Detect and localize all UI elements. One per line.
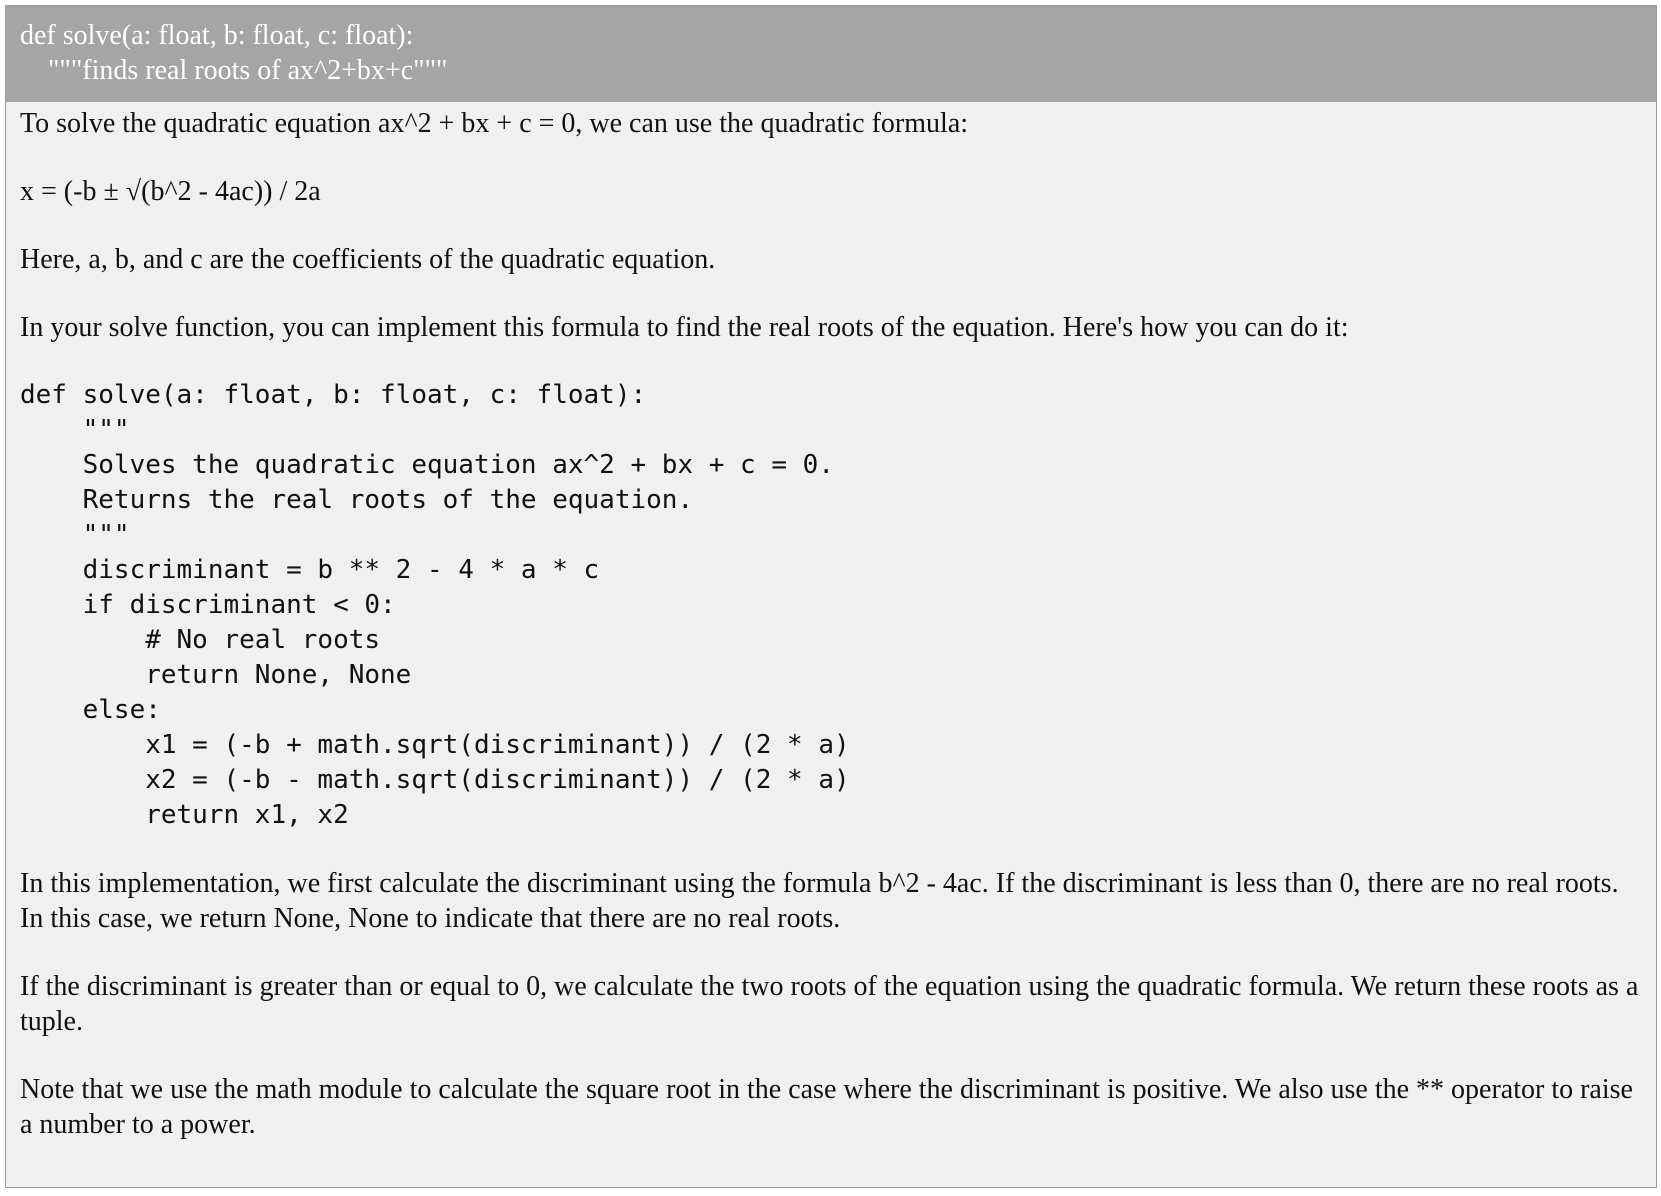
code-line: return x1, x2 — [20, 800, 349, 830]
code-line: x2 = (-b - math.sqrt(discriminant)) / (2 * a) — [20, 765, 850, 795]
prompt-line-signature: def solve(a: float, b: float, c: float): — [20, 20, 414, 51]
code-line: discriminant = b ** 2 - 4 * a * c — [20, 555, 600, 585]
explanation-paragraph-2: If the discriminant is greater than or equal to 0, we calculate the two roots of the equation using the quadratic formula. We return these roots as a tuple. — [20, 971, 1639, 1037]
prompt-line-docstring: """finds real roots of ax^2+bx+c""" — [20, 55, 448, 86]
coefficients-paragraph: Here, a, b, and c are the coefficients of the quadratic equation. — [20, 244, 716, 275]
code-line: Solves the quadratic equation ax^2 + bx + c = 0. — [20, 450, 834, 480]
code-line: else: — [20, 695, 161, 725]
code-block — [20, 378, 1642, 833]
code-line: Returns the real roots of the equation. — [20, 485, 694, 515]
code-line: # No real roots — [20, 625, 381, 655]
implement-paragraph: In your solve function, you can implement this formula to find the real roots of the equation. Here's how you can do it: — [20, 312, 1349, 343]
response-body — [6, 102, 1656, 1142]
intro-paragraph: To solve the quadratic equation ax^2 + bx + c = 0, we can use the quadratic formula: — [20, 108, 969, 139]
code-line: return None, None — [20, 660, 412, 690]
formula-line: x = (-b ± √(b^2 - 4ac)) / 2a — [20, 176, 321, 207]
code-line: if discriminant < 0: — [20, 590, 396, 620]
response-panel — [5, 5, 1657, 1188]
code-line: x1 = (-b + math.sqrt(discriminant)) / (2 * a) — [20, 730, 850, 760]
code-line: def solve(a: float, b: float, c: float): — [20, 380, 647, 410]
note-paragraph: Note that we use the math module to calculate the square root in the case where the discriminant is positive. We also use the ** operator to raise a number to a power. — [20, 1074, 1633, 1140]
code-line: """ — [20, 520, 130, 550]
explanation-paragraph-1: In this implementation, we first calculate the discriminant using the formula b^2 - 4ac. If the discriminant is less than 0, there are no real roots. In this case, we return None, None to indicate that there are no real roots. — [20, 868, 1619, 934]
prompt-header — [6, 6, 1656, 102]
code-line: """ — [20, 415, 130, 445]
